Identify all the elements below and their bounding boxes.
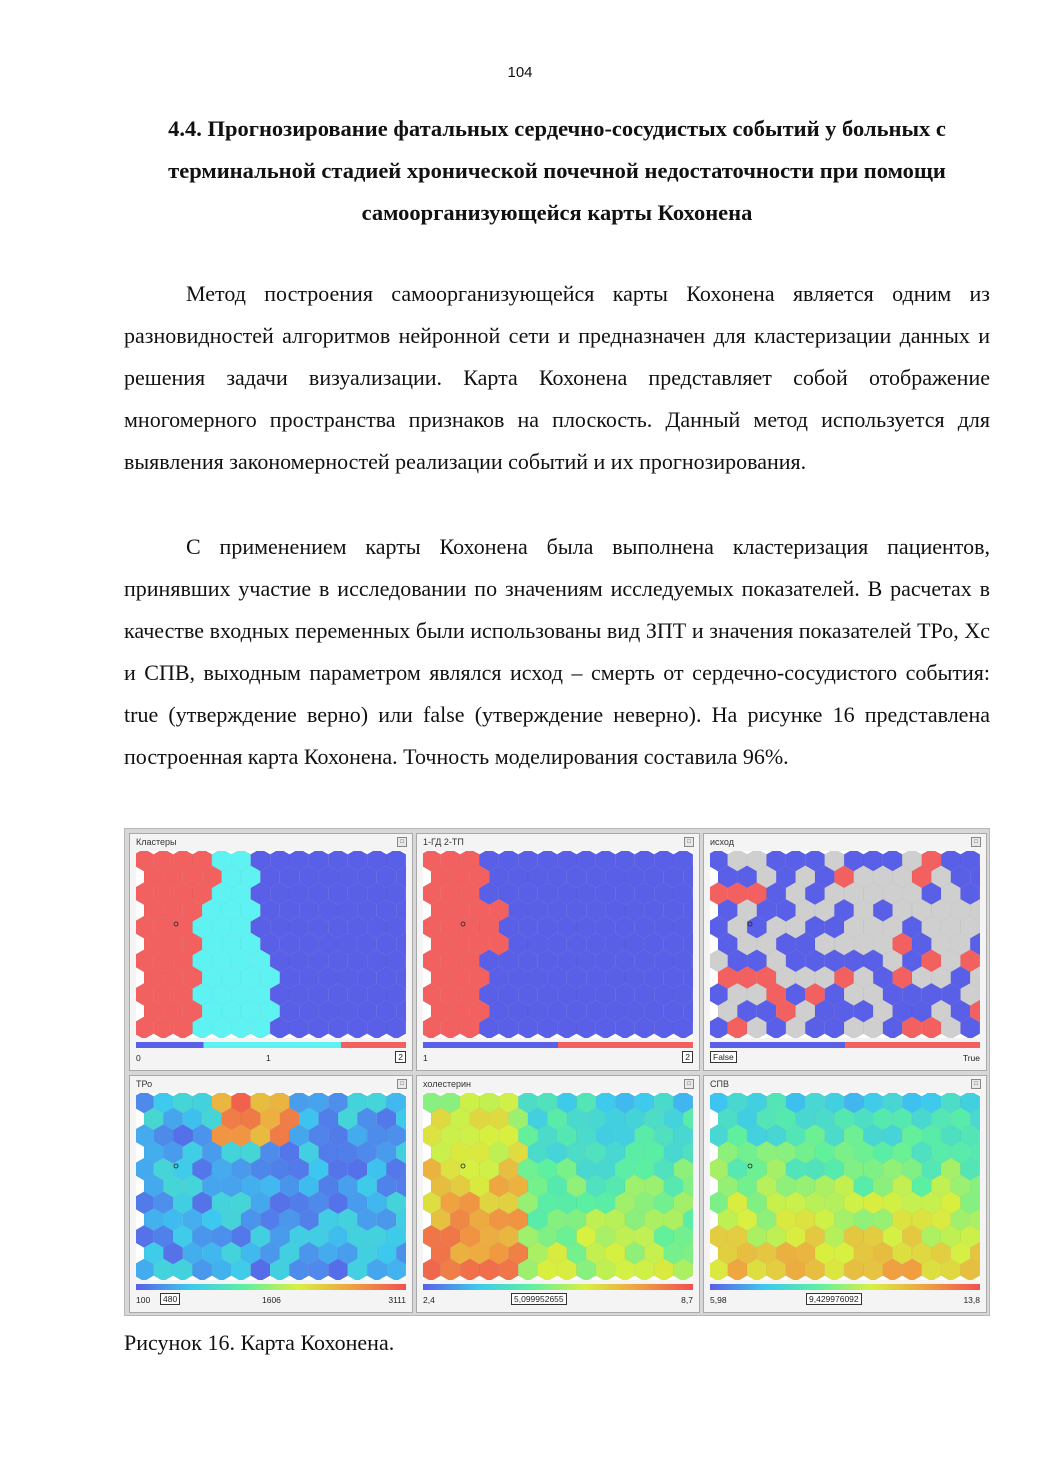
- panel-modality: [416, 833, 700, 1071]
- hex-grid: [710, 1093, 980, 1280]
- panel-cholesterol: [416, 1075, 700, 1313]
- hex-map: [136, 851, 406, 1038]
- maximize-icon[interactable]: □: [397, 1079, 407, 1089]
- panel-outcome: [703, 833, 987, 1071]
- panel-spv: [703, 1075, 987, 1313]
- scale-labels: [136, 1052, 406, 1066]
- color-scale-bar: [710, 1042, 980, 1048]
- maximize-icon[interactable]: □: [684, 1079, 694, 1089]
- scale-marker: 480: [160, 1293, 180, 1305]
- kohonen-map-figure: [124, 828, 990, 1316]
- maximize-icon[interactable]: □: [971, 1079, 981, 1089]
- panel-tpo: [129, 1075, 413, 1313]
- panel-title: холестерин: [423, 1079, 471, 1089]
- hex-map: [710, 851, 980, 1038]
- scale-min: 100: [136, 1295, 151, 1305]
- scale-labels: [136, 1294, 406, 1308]
- paragraph-results: С применением карты Кохонена была выполнена кластеризация пациентов, принявших участие в исследовании по значениям исследуемых показателей. В расчетах в качестве входных переменных были использованы вид ЗПТ и значения показателей ТРо, Хс и СПВ, выходным параметром являлся исход – смерть от сердечно-сосудистого события: true (утверждение верно) или false (утверждение неверно). На рисунке 16 представлена построенная карта Кохонена. Точность моделирования составила 96%.: [124, 534, 990, 769]
- panel-title: исход: [710, 837, 734, 847]
- scale-min: 2,4: [423, 1295, 435, 1305]
- panel-title: ТРо: [136, 1079, 153, 1089]
- color-scale-bar: [423, 1284, 693, 1290]
- hex-grid: [423, 1093, 693, 1280]
- hex-map: [423, 851, 693, 1038]
- section-heading: 4.4. Прогнозирование фатальных сердечно-сосудистых событий у больных с терминальной стадией хронической почечной недостаточности при помощи самоорганизующейся карты Кохонена: [168, 116, 946, 225]
- hex-grid: [136, 1093, 406, 1280]
- scale-marker: 5,099952655: [511, 1293, 567, 1305]
- scale-max: 2: [395, 1051, 406, 1063]
- scale-mid: 1: [266, 1053, 271, 1063]
- scale-marker: 9,429976092: [806, 1293, 862, 1305]
- color-scale-bar: [136, 1042, 406, 1048]
- panel-clusters: [129, 833, 413, 1071]
- figure-caption: Рисунок 16. Карта Кохонена.: [124, 1330, 395, 1355]
- color-scale-bar: [136, 1284, 406, 1290]
- panel-title: 1-ГД 2-ТП: [423, 837, 464, 847]
- scale-labels: [710, 1294, 980, 1308]
- scale-max: 13,8: [963, 1295, 980, 1305]
- scale-labels: [423, 1052, 693, 1066]
- hex-map: [136, 1093, 406, 1280]
- hex-grid: [423, 851, 693, 1038]
- scale-max: 8,7: [681, 1295, 693, 1305]
- scale-min: 1: [423, 1053, 428, 1063]
- scale-labels: [710, 1052, 980, 1066]
- maximize-icon[interactable]: □: [971, 837, 981, 847]
- paragraph-method: Метод построения самоорганизующейся карты Кохонена является одним из разновидностей алгоритмов нейронной сети и предназначен для кластеризации данных и решения задачи визуализации. Карта Кохонена представляет собой отображение многомерного пространства признаков на плоскость. Данный метод используется для выявления закономерностей реализации событий и их прогнозирования.: [124, 281, 990, 474]
- scale-max: True: [962, 1053, 980, 1063]
- hex-map: [423, 1093, 693, 1280]
- hex-grid: [136, 851, 406, 1038]
- maximize-icon[interactable]: □: [684, 837, 694, 847]
- color-scale-bar: [423, 1042, 693, 1048]
- scale-max: 3111: [388, 1295, 406, 1305]
- scale-min: False: [710, 1051, 737, 1063]
- hex-grid: [710, 851, 980, 1038]
- scale-max: 2: [682, 1051, 693, 1063]
- panel-title: Кластеры: [136, 837, 177, 847]
- color-scale-bar: [710, 1284, 980, 1290]
- scale-mid: 1606: [262, 1295, 281, 1305]
- scale-labels: [423, 1294, 693, 1308]
- scale-min: 0: [136, 1053, 141, 1063]
- panel-title: СПВ: [710, 1079, 729, 1089]
- hex-map: [710, 1093, 980, 1280]
- page-number: 104: [507, 64, 533, 81]
- scale-min: 5,98: [710, 1295, 727, 1305]
- maximize-icon[interactable]: □: [397, 837, 407, 847]
